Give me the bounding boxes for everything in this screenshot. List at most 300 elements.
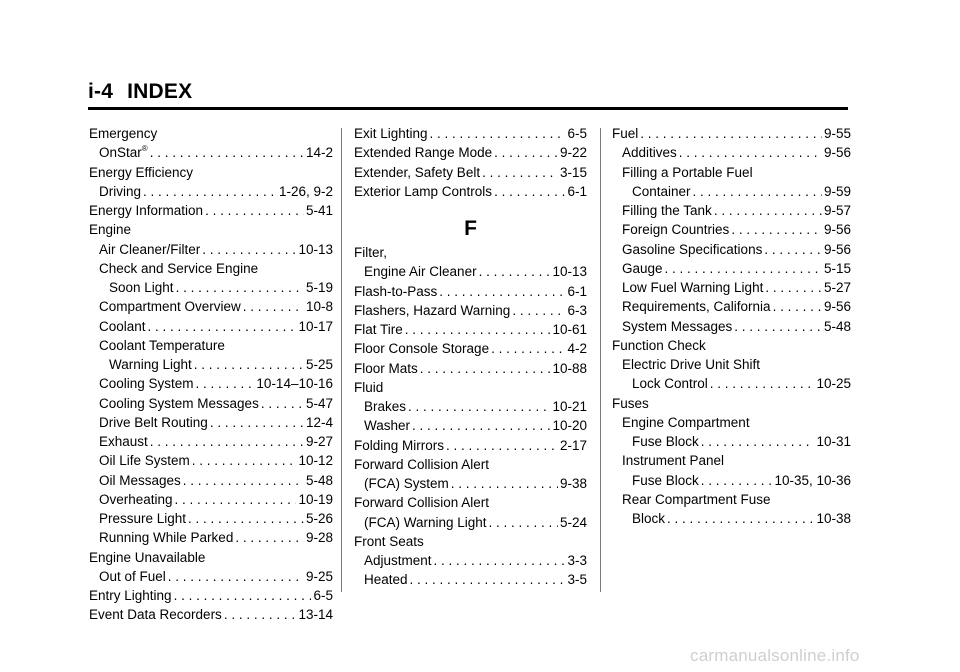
index-entry-label (99, 490, 173, 509)
page-reference: 10-13 (298, 241, 333, 257)
index-entry-label (632, 509, 665, 528)
dot-leader (192, 451, 297, 470)
index-entry-label (89, 126, 157, 141)
index-entry (612, 413, 851, 432)
page-reference: 6-3 (567, 302, 587, 318)
page-reference: 10-25 (816, 376, 851, 392)
dot-leader (665, 259, 822, 278)
dot-leader (491, 339, 565, 358)
index-entry-label (99, 317, 146, 336)
page-reference: 6-1 (567, 283, 587, 299)
index-entry (612, 317, 851, 336)
index-entry (89, 586, 333, 605)
index-column-2 (354, 124, 587, 590)
index-entry-text: Filling the Tank (622, 203, 712, 218)
index-entry-label (622, 492, 771, 507)
index-entry-text: Filling a Portable Fuel (622, 164, 753, 180)
index-entry-text: Foreign Countries (622, 222, 730, 238)
index-entry (354, 243, 587, 262)
dot-leader (640, 124, 822, 143)
index-entry-text: Exhaust (99, 434, 148, 449)
index-entry-text: Fluid (354, 379, 384, 395)
index-entry-text: OnStar (99, 145, 142, 161)
index-entry-label (622, 143, 677, 162)
index-entry-text: Lock Control (632, 376, 708, 392)
index-entry-label (622, 220, 729, 239)
index-entry (612, 240, 851, 259)
page-reference: 5-15 (823, 260, 851, 276)
index-column-1 (89, 124, 333, 625)
dot-leader (420, 359, 551, 378)
page-title: INDEX (127, 80, 193, 103)
page-reference: 9-56 (823, 222, 851, 238)
dot-leader (439, 282, 565, 301)
dot-leader (202, 240, 296, 259)
index-entry-label (99, 413, 208, 432)
dot-leader (408, 397, 550, 416)
index-entry-text: Instrument Panel (622, 453, 725, 469)
index-entry (612, 124, 851, 143)
index-entry-text: Air Cleaner/Filter (99, 241, 201, 257)
index-entry (89, 548, 333, 567)
index-entry (354, 551, 587, 570)
index-entry (89, 278, 333, 297)
index-entry-label (99, 297, 241, 316)
index-entry (612, 297, 851, 316)
index-entry-text: Driving (99, 183, 142, 199)
index-entry-text: (FCA) System (364, 476, 449, 491)
index-entry-text: Fuse Block (632, 472, 699, 488)
index-entry-text: Running While Parked (99, 530, 234, 546)
dot-leader (183, 471, 304, 490)
index-entry-label (622, 259, 663, 278)
index-entry-text: Extended Range Mode (354, 145, 493, 161)
page-reference: 2-17 (559, 437, 587, 453)
index-entry-label (622, 201, 712, 220)
index-entry (89, 182, 333, 201)
index-entry-label (632, 432, 699, 451)
index-entry-label (364, 416, 410, 435)
index-entry-label (354, 534, 424, 549)
index-entry (354, 474, 587, 493)
page-reference: 12-4 (305, 414, 333, 430)
dot-leader (143, 182, 277, 201)
page-reference: 5-48 (823, 318, 851, 334)
dot-leader (679, 143, 822, 162)
index-entry (612, 374, 851, 393)
index-entry (612, 355, 851, 374)
index-entry (89, 567, 333, 586)
index-entry (354, 143, 587, 162)
page-reference: 5-25 (305, 357, 333, 372)
index-entry (354, 182, 587, 201)
index-entry-text: Fuse Block (632, 434, 699, 449)
index-entry (89, 201, 333, 220)
page-number: i-4 (88, 80, 114, 103)
index-entry-text: Event Data Recorders (89, 607, 222, 623)
index-entry (354, 359, 587, 378)
page-reference: 3-5 (567, 572, 587, 588)
index-entry (89, 163, 333, 182)
dot-leader (701, 471, 773, 490)
page-reference: 10-38 (816, 511, 851, 526)
dot-leader (174, 586, 312, 605)
dot-leader (494, 143, 558, 162)
index-entry-label (364, 513, 487, 532)
index-entry-label (354, 436, 444, 455)
dot-leader (150, 432, 304, 451)
index-entry-text: Extender, Safety Belt (354, 164, 481, 180)
index-entry (612, 471, 851, 490)
index-entry-label (99, 509, 186, 528)
page-reference: 5-19 (305, 280, 333, 295)
index-entry-text: Oil Messages (99, 472, 181, 488)
page-reference: 4-2 (567, 341, 587, 357)
index-entry (89, 240, 333, 259)
index-entry-text: Out of Fuel (99, 568, 166, 584)
index-entry-label (354, 380, 383, 395)
index-entry-text: Engine (89, 222, 132, 238)
dot-leader (731, 220, 822, 239)
index-entry-text: Flat Tire (354, 322, 403, 337)
index-entry-label (89, 165, 193, 180)
index-entry-label (632, 471, 699, 490)
index-entry (612, 143, 851, 162)
index-entry-label (354, 245, 387, 260)
dot-leader (405, 320, 551, 339)
index-entry-text: Cooling System (99, 376, 194, 392)
index-entry-label (364, 397, 406, 416)
page-reference: 10-17 (298, 318, 333, 334)
index-entry-label (622, 415, 750, 430)
dot-leader (693, 182, 822, 201)
dot-leader (410, 570, 566, 589)
index-entry (354, 513, 587, 532)
index-entry-label (354, 320, 403, 339)
index-entry-text: Gasoline Specifications (622, 241, 763, 257)
page-reference: 9-56 (823, 241, 851, 257)
dot-leader (224, 605, 297, 624)
index-entry-label (99, 471, 181, 490)
index-entry (354, 320, 587, 339)
index-entry-text: Front Seats (354, 533, 424, 549)
index-entry-label (354, 457, 489, 472)
page-reference: 5-41 (305, 203, 333, 218)
dot-leader (734, 317, 822, 336)
index-entry-text: Additives (622, 145, 677, 161)
page-reference: 9-25 (305, 568, 333, 584)
page-reference: 10-8 (305, 299, 333, 315)
index-entry-text: Overheating (99, 491, 173, 507)
page-reference: 9-59 (823, 183, 851, 199)
page-reference: 9-56 (823, 145, 851, 161)
index-entry (89, 605, 333, 624)
index-entry-label (622, 297, 771, 316)
index-entry-label (612, 124, 638, 143)
page-reference: 9-55 (823, 126, 851, 141)
index-entry-label (109, 278, 174, 297)
index-entry (89, 220, 333, 239)
index-entry (612, 201, 851, 220)
index-entry-text: Cooling System Messages (99, 395, 259, 411)
index-entry-label (622, 357, 760, 372)
index-entry-text: Check and Service Engine (99, 260, 259, 276)
dot-leader (482, 163, 558, 182)
dot-leader (765, 278, 822, 297)
index-entry-label (99, 143, 148, 162)
index-entry-text: Engine Air Cleaner (364, 264, 477, 280)
index-entry-text: Heated (364, 572, 408, 588)
dot-leader (773, 297, 822, 316)
index-entry-label (89, 201, 203, 220)
index-entry-label (89, 586, 172, 605)
index-entry-label (622, 240, 762, 259)
index-entry (612, 451, 851, 470)
index-entry (612, 259, 851, 278)
index-entry (354, 301, 587, 320)
page-reference: 6-5 (313, 588, 333, 603)
index-column-3 (612, 124, 851, 528)
page-header (88, 80, 192, 104)
page-reference: 6-5 (567, 126, 587, 141)
dot-leader (512, 301, 565, 320)
index-entry-label (354, 495, 489, 510)
index-entry-label (364, 570, 408, 589)
index-entry (354, 339, 587, 358)
page-reference: 5-27 (823, 280, 851, 295)
index-entry-label (622, 453, 724, 468)
dot-leader (176, 278, 304, 297)
page-reference: 10-20 (552, 418, 587, 434)
dot-leader (150, 143, 304, 162)
dot-leader (188, 509, 304, 528)
index-entry-text: Pressure Light (99, 511, 187, 526)
index-entry-text: Emergency (89, 126, 158, 141)
index-entry (89, 509, 333, 528)
index-entry-text: Energy Efficiency (89, 164, 194, 180)
page-reference: 5-26 (305, 511, 333, 526)
index-entry-label (612, 396, 649, 411)
index-entry-label (99, 261, 258, 276)
index-entry-text: Block (632, 511, 666, 526)
page-reference: 13-14 (298, 607, 333, 623)
page-reference: 10-35, 10-36 (774, 472, 851, 488)
index-entry-text: Container (632, 183, 691, 199)
index-entry (354, 532, 587, 551)
index-entry-label (99, 374, 194, 393)
dot-leader (196, 374, 255, 393)
page-reference: 9-38 (559, 476, 587, 491)
index-entry-label (354, 143, 492, 162)
index-entry-text: Entry Lighting (89, 588, 172, 603)
index-entry-text: Folding Mirrors (354, 437, 445, 453)
index-entry (89, 413, 333, 432)
index-entry (612, 490, 851, 509)
index-entry-text: (FCA) Warning Light (364, 514, 487, 530)
index-entry (612, 432, 851, 451)
dot-leader (412, 416, 550, 435)
index-entry (89, 124, 333, 143)
index-entry-label (354, 282, 437, 301)
index-entry-text: Electric Drive Unit Shift (622, 357, 761, 372)
index-entry-text: Requirements, California (622, 299, 771, 315)
dot-leader (430, 124, 566, 143)
index-entry (354, 163, 587, 182)
dot-leader (701, 432, 815, 451)
index-entry-label (89, 605, 222, 624)
page-reference: 5-48 (305, 472, 333, 488)
index-entry (354, 570, 587, 589)
page-reference: 9-56 (823, 299, 851, 315)
index-entry (612, 394, 851, 413)
index-entry (354, 124, 587, 143)
index-entry (89, 355, 333, 374)
index-entry-text: Adjustment (364, 553, 432, 568)
index-entry (612, 163, 851, 182)
index-entry-text: Brakes (364, 399, 407, 414)
dot-leader (210, 413, 304, 432)
index-entry-text: Function Check (612, 337, 706, 353)
index-entry (89, 528, 333, 547)
dot-leader (667, 509, 814, 528)
page-reference: 9-27 (305, 434, 333, 449)
page-reference: 14-2 (305, 145, 333, 161)
dot-leader (710, 374, 815, 393)
index-entry-text: System Messages (622, 318, 733, 334)
index-entry (89, 259, 333, 278)
index-entry-label (354, 359, 418, 378)
dot-leader (168, 567, 304, 586)
dot-leader (494, 182, 565, 201)
index-entry-label (364, 551, 432, 570)
index-entry-text: Rear Compartment Fuse (622, 491, 771, 507)
index-entry-text: Coolant Temperature (99, 337, 225, 353)
index-entry-text: Soon Light (109, 280, 174, 295)
dot-leader (235, 528, 304, 547)
index-entry (612, 220, 851, 239)
page-reference: 5-24 (559, 514, 587, 530)
index-entry-text: Flashers, Hazard Warning (354, 302, 511, 318)
dot-leader (243, 297, 304, 316)
index-entry (612, 509, 851, 528)
index-entry (89, 432, 333, 451)
dot-leader (194, 355, 304, 374)
index-entry-label (632, 374, 708, 393)
index-entry-text: Warning Light (109, 357, 192, 372)
column-divider-1 (341, 128, 342, 592)
index-entry-label (99, 528, 233, 547)
page-reference: 9-28 (305, 530, 333, 546)
dot-leader (175, 490, 297, 509)
index-entry-label (612, 338, 706, 353)
page-reference: 9-22 (559, 145, 587, 161)
index-entry-label (622, 317, 732, 336)
index-entry-label (99, 432, 148, 451)
index-entry (354, 436, 587, 455)
page-reference: 10-31 (816, 434, 851, 449)
dot-leader (148, 317, 297, 336)
index-entry (89, 471, 333, 490)
index-entry-label (89, 550, 205, 565)
page-reference: 9-57 (823, 203, 851, 218)
index-entry (354, 397, 587, 416)
page-reference: 10-88 (552, 360, 587, 376)
index-entry-label (354, 339, 489, 358)
page-reference: 1-26, 9-2 (278, 183, 333, 199)
index-entry (89, 374, 333, 393)
index-entry (612, 336, 851, 355)
index-entry (354, 378, 587, 397)
index-entry (89, 143, 333, 162)
index-entry-text: Fuel (612, 126, 639, 141)
index-entry-text: Exit Lighting (354, 126, 428, 141)
dot-leader (205, 201, 304, 220)
index-entry-label (354, 124, 428, 143)
index-entry-text: Floor Mats (354, 360, 418, 376)
index-entry-label (354, 163, 480, 182)
page-reference: 10-14–10-16 (256, 376, 333, 392)
dot-leader (446, 436, 558, 455)
section-letter: F (464, 217, 477, 240)
index-entry-text: Engine Compartment (622, 414, 750, 430)
dot-leader (764, 240, 822, 259)
page-reference: 10-61 (552, 322, 587, 337)
index-entry (89, 317, 333, 336)
page-reference: 5-47 (305, 395, 333, 411)
index-entry-label (99, 240, 200, 259)
page-reference: 10-19 (298, 491, 333, 507)
column-divider-2 (600, 128, 601, 592)
index-entry-label (364, 262, 477, 281)
index-entry-text: Fuses (612, 395, 649, 411)
index-entry-label (99, 338, 225, 353)
index-entry (612, 278, 851, 297)
index-entry-text: Washer (364, 418, 411, 434)
index-entry-text: Compartment Overview (99, 299, 241, 315)
index-entry-text: Coolant (99, 318, 146, 334)
index-entry (354, 455, 587, 474)
index-entry-text: Forward Collision Alert (354, 495, 490, 511)
page-reference: 3-3 (567, 553, 587, 568)
index-entry-label (622, 165, 753, 180)
index-entry-text: Filter, (354, 245, 388, 260)
index-entry-text: Energy Information (89, 203, 204, 218)
page-reference: 10-13 (552, 264, 587, 280)
index-entry (89, 336, 333, 355)
header-rule (88, 107, 848, 110)
page-reference: 10-12 (298, 453, 333, 469)
dot-leader (434, 551, 566, 570)
index-entry-text: Floor Console Storage (354, 341, 490, 357)
index-entry (89, 490, 333, 509)
index-entry-label (354, 301, 510, 320)
index-entry (354, 262, 587, 281)
index-entry (354, 493, 587, 512)
dot-leader (479, 262, 551, 281)
index-entry-text: Exterior Lamp Controls (354, 183, 493, 199)
watermark: carmanualsonline.info (690, 646, 860, 665)
index-entry (89, 297, 333, 316)
index-entry (612, 182, 851, 201)
index-entry-text: Flash-to-Pass (354, 283, 438, 299)
index-entry-label (354, 182, 492, 201)
index-entry-text: Forward Collision Alert (354, 456, 490, 472)
dot-leader (261, 394, 304, 413)
index-entry (354, 416, 587, 435)
index-entry (89, 451, 333, 470)
index-entry-label (99, 451, 190, 470)
index-entry-text: Oil Life System (99, 453, 190, 469)
